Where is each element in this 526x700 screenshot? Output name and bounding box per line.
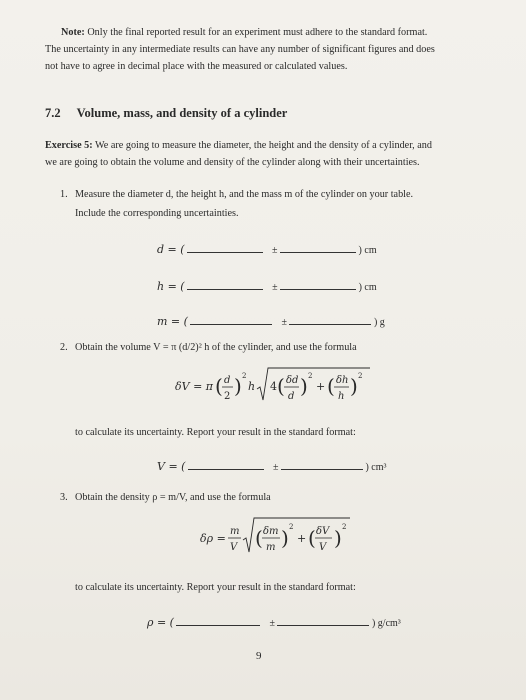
note-line-1: Note: Only the final reported result for an experiment must adhere to the standard format. [61, 27, 428, 38]
svg-text:m: m [266, 542, 276, 553]
diameter-field [157, 241, 377, 256]
svg-text:2: 2 [289, 523, 294, 531]
svg-text:2: 2 [224, 391, 231, 402]
svg-text:(: ( [277, 374, 285, 398]
height-field [157, 278, 377, 293]
volume-uncertainty-formula [175, 362, 375, 412]
item-3-line-1: Obtain the density ρ = m/V, and use the formula [75, 492, 271, 503]
height-uncertainty-blank[interactable] [280, 278, 356, 290]
section-title: Volume, mass, and density of a cylinder [76, 106, 288, 120]
svg-text:h: h [338, 391, 345, 402]
svg-text:+: + [297, 532, 307, 545]
item-1-line-2: Include the corresponding uncertainties. [75, 208, 239, 219]
svg-text:h: h [248, 380, 256, 393]
density-uncertainty-formula [200, 512, 360, 564]
page-number: 9 [256, 650, 262, 662]
exercise-line-2: we are going to obtain the volume and density of the cylinder along with their uncertainties. [45, 157, 420, 168]
svg-text:V: V [230, 542, 238, 553]
svg-text:): ) [234, 374, 242, 398]
svg-text:δd: δd [286, 375, 299, 386]
mass-field [157, 313, 385, 328]
svg-text:): ) [334, 526, 342, 550]
svg-text:δV = π: δV = π [175, 380, 214, 393]
svg-text:δh: δh [336, 375, 349, 386]
svg-text:): ) [300, 374, 308, 398]
svg-text:2: 2 [358, 372, 363, 380]
section-number: 7.2 [45, 106, 61, 120]
density-uncertainty-blank[interactable] [277, 614, 369, 626]
svg-text:2: 2 [342, 523, 347, 531]
volume-field [157, 458, 387, 473]
density-field [147, 614, 401, 629]
svg-text:d: d [224, 375, 231, 386]
diameter-value-blank[interactable] [187, 241, 263, 253]
volume-uncertainty-blank[interactable] [281, 458, 363, 470]
svg-text:+: + [316, 380, 326, 393]
note-label: Note: [61, 27, 85, 38]
mass-uncertainty-blank[interactable] [289, 313, 371, 325]
svg-text:d: d [288, 391, 295, 402]
density-value-blank[interactable] [176, 614, 260, 626]
mass-unit: ) g [373, 317, 385, 328]
height-value-blank[interactable] [187, 278, 263, 290]
mass-label: m = ( [157, 315, 188, 328]
diameter-label: d = ( [157, 243, 185, 256]
item-2-number: 2. [60, 342, 68, 353]
diameter-unit: ) cm [358, 245, 377, 256]
svg-text:δV: δV [316, 526, 330, 537]
density-unit: ) g/cm³ [371, 618, 401, 629]
diameter-uncertainty-blank[interactable] [280, 241, 356, 253]
item-3-line-2: to calculate its uncertainty. Report your result in the standard format: [75, 582, 356, 593]
mass-value-blank[interactable] [190, 313, 272, 325]
svg-text:m: m [230, 526, 240, 537]
svg-text:): ) [281, 526, 289, 550]
svg-text:δρ =: δρ = [200, 532, 226, 545]
svg-text:2: 2 [242, 372, 247, 380]
svg-text:(: ( [327, 374, 335, 398]
volume-unit: ) cm³ [365, 462, 387, 473]
note-line-2: The uncertainty in any intermediate results can have any number of significant figures and does [45, 44, 435, 55]
svg-text:δm: δm [263, 526, 279, 537]
volume-value-blank[interactable] [188, 458, 264, 470]
height-pm: ± [272, 282, 278, 293]
note-line-3: not have to agree in decimal place with the measured or calculated values. [45, 61, 348, 72]
svg-text:4: 4 [270, 380, 277, 393]
svg-text:V: V [319, 542, 327, 553]
item-1-line-1: Measure the diameter d, the height h, and the mass m of the cylinder on your table. [75, 189, 414, 200]
diameter-pm: ± [272, 245, 278, 256]
height-unit: ) cm [358, 282, 377, 293]
density-label: ρ = ( [147, 616, 174, 629]
svg-text:2: 2 [308, 372, 313, 380]
density-pm: ± [269, 618, 275, 629]
svg-text:(: ( [308, 526, 316, 550]
volume-pm: ± [272, 462, 279, 473]
exercise-label: Exercise 5: [45, 140, 93, 151]
item-1-number: 1. [60, 189, 68, 200]
item-3-number: 3. [60, 492, 68, 503]
mass-pm: ± [281, 317, 287, 328]
volume-label: V = ( [157, 460, 186, 473]
height-label: h = ( [157, 280, 185, 293]
svg-text:(: ( [255, 526, 263, 550]
exercise-line-1: Exercise 5: We are going to measure the diameter, the height and the density of a cylinder, and [45, 140, 432, 151]
svg-text:): ) [350, 374, 358, 398]
svg-text:(: ( [215, 374, 223, 398]
item-2-line-1: Obtain the volume V = π (d/2)² h of the cylinder, and use the formula [75, 342, 357, 353]
item-2-line-2: to calculate its uncertainty. Report your result in the standard format: [75, 427, 356, 438]
section-heading [45, 106, 287, 121]
